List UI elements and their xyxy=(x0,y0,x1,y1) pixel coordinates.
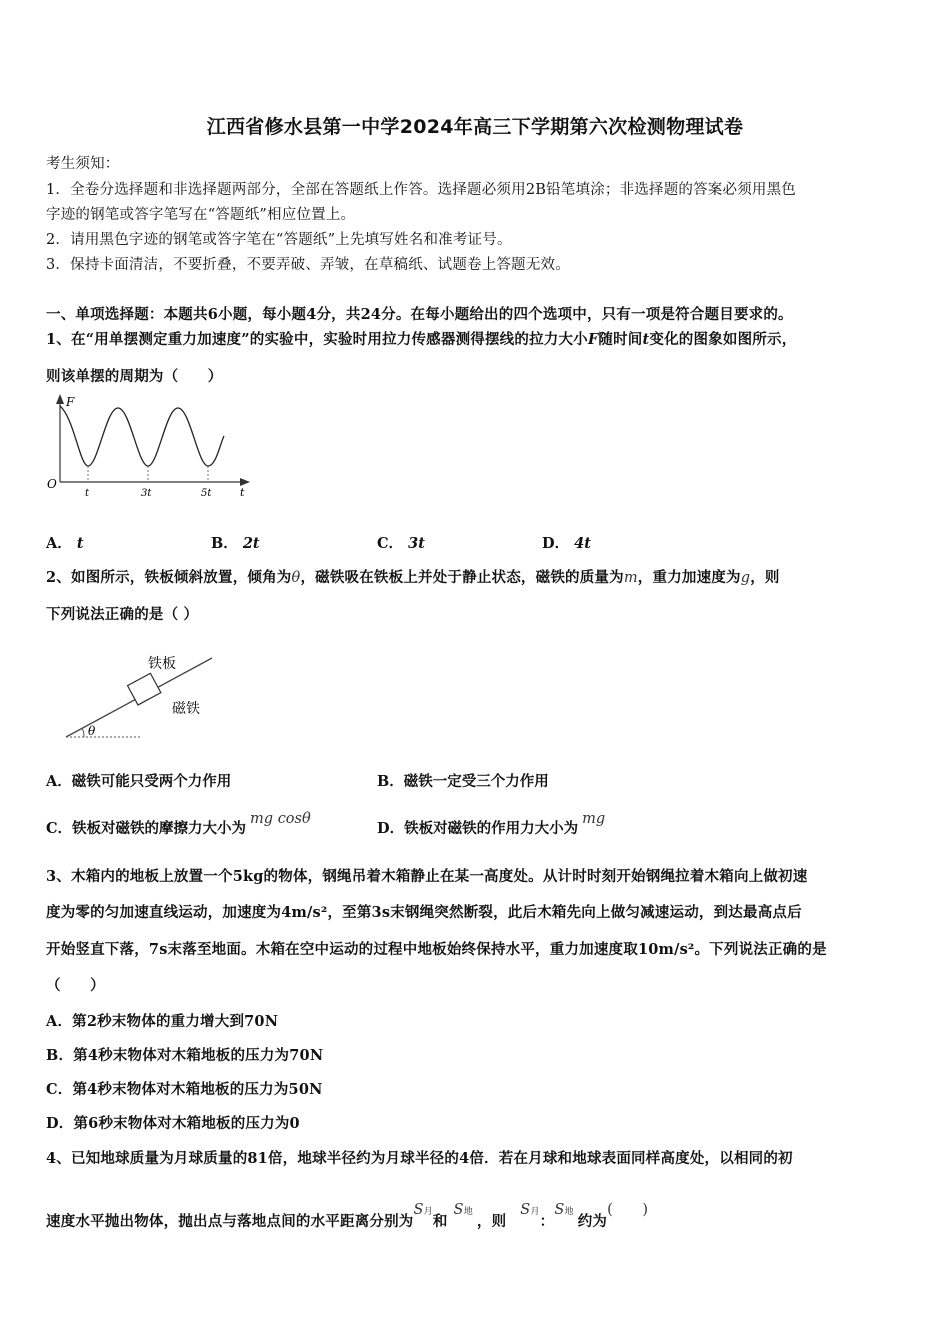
q4-then: ，则 xyxy=(476,1213,507,1230)
q2-option-d-math: mg xyxy=(582,811,606,827)
question-3-line-2: 度为零的匀加速直线运动，加速度为4m/s²，至第3s末钢绳突然断裂，此后木箱先向上做匀减速运动，到达最高点后 xyxy=(46,904,802,921)
q3-option-c[interactable]: C．第4秒末物体对木箱地板的压力为50N xyxy=(46,1081,323,1098)
q3-option-a[interactable]: A．第2秒末物体的重力增大到70N xyxy=(46,1013,279,1030)
q2-option-b-text: 磁铁一定受三个力作用 xyxy=(403,773,549,790)
q1-graph-x-label: t xyxy=(240,486,245,499)
q3-option-b[interactable]: B．第4秒末物体对木箱地板的压力为70N xyxy=(46,1047,324,1064)
q4-ratio-moon-symbol: S xyxy=(520,1202,531,1218)
q2-option-c[interactable] xyxy=(46,811,311,838)
notice-line-1: 1．全卷分选择题和非选择题两部分，全部在答题纸上作答。选择题必须用2B铅笔填涂；非选择题的答案必须用黑色 xyxy=(46,182,797,198)
question-3-line-3: 开始竖直下落，7s末落至地面。木箱在空中运动的过程中地板始终保持水平，重力加速度取10m/s²。下列说法正确的是 xyxy=(46,941,827,958)
q4-text-a: 速度水平抛出物体，抛出点与落地点间的水平距离分别为 xyxy=(46,1213,414,1230)
q1-option-c-value: 3t xyxy=(408,535,425,552)
q2-var-m: m xyxy=(623,570,638,586)
q4-s-moon-sub: 月 xyxy=(423,1207,433,1217)
q3-option-d[interactable]: D．第6秒末物体对木箱地板的压力为0 xyxy=(46,1115,300,1132)
notice-line-4: 3．保持卡面清洁，不要折叠，不要弄破、弄皱，在草稿纸、试题卷上答题无效。 xyxy=(46,257,570,273)
q1-graph-curve xyxy=(60,406,224,466)
q1-option-b-value: 2t xyxy=(242,535,260,552)
notice-line-2: 字迹的钢笔或答字笔写在“答题纸”相应位置上。 xyxy=(46,207,356,223)
q4-about: 约为 xyxy=(577,1213,608,1230)
q2-text-c: ，重力加速度为 xyxy=(637,569,741,586)
q2-angle-label: θ xyxy=(88,724,96,738)
question-2-line-2: 下列说法正确的是（ ） xyxy=(46,606,199,623)
q4-colon: ： xyxy=(539,1213,555,1230)
q4-ratio-earth-symbol: S xyxy=(554,1202,565,1218)
q2-magnet-label: 磁铁 xyxy=(172,701,200,717)
q2-incline-figure xyxy=(62,646,222,742)
q1-option-d-key: D． xyxy=(542,535,570,552)
q1-graph-x-arrow xyxy=(240,478,250,486)
question-3-line-4: （ ） xyxy=(46,977,105,994)
q4-s-moon-symbol: S xyxy=(413,1202,424,1218)
q4-ratio-earth-sub: 地 xyxy=(564,1207,574,1217)
q1-graph-y-label: F xyxy=(66,395,75,409)
notice-line-3: 2．请用黑色字迹的钢笔或答字笔在“答题纸”上先填写姓名和准考证号。 xyxy=(46,232,512,248)
q2-magnet-block xyxy=(128,673,161,705)
q1-option-b-key: B． xyxy=(211,535,238,552)
q1-option-c[interactable] xyxy=(377,532,425,553)
q2-option-d-key: D． xyxy=(377,820,405,837)
q4-s-earth-sub: 地 xyxy=(463,1207,473,1217)
q1-graph-tick-2: 3t xyxy=(141,488,152,499)
q4-and: 和 xyxy=(432,1213,448,1230)
q1-option-a-key: A． xyxy=(46,535,72,552)
q2-option-d-text: 铁板对磁铁的作用力大小为 xyxy=(404,820,579,837)
q1-force-time-graph xyxy=(44,392,254,504)
q1-text-c: 变化的图象如图所示， xyxy=(649,331,797,348)
q1-graph-y-arrow xyxy=(56,394,64,404)
question-4-line-1: 4、已知地球质量为月球质量的81倍，地球半径约为月球半径的4倍．若在月球和地球表面同样高度处，以相同的初 xyxy=(46,1150,793,1167)
question-1-line-1 xyxy=(46,328,796,349)
question-3-line-1: 3、木箱内的地板上放置一个5kg的物体，钢绳吊着木箱静止在某一高度处。从计时时刻开始钢绳拉着木箱向上做初速 xyxy=(46,868,808,885)
q1-graph-origin-label: O xyxy=(47,477,57,491)
q2-option-b-key: B． xyxy=(377,773,404,790)
question-1-line-2: 则该单摆的周期为（ ） xyxy=(46,368,223,385)
q2-option-c-math: mg cosθ xyxy=(250,811,311,827)
q2-angle-arc xyxy=(82,728,84,737)
q2-var-theta: θ xyxy=(291,570,301,586)
section-heading: 一、单项选择题：本题共6小题，每小题4分，共24分。在每小题给出的四个选项中，只有一项是符合题目要求的。 xyxy=(46,306,793,323)
q1-var-f: F xyxy=(587,331,599,348)
q2-text-a: 2、如图所示，铁板倾斜放置，倾角为 xyxy=(46,569,292,586)
q2-option-a-key: A． xyxy=(46,773,72,790)
question-4-line-2 xyxy=(46,1202,649,1231)
q1-graph-tick-1: t xyxy=(85,488,90,499)
q1-option-b[interactable] xyxy=(211,532,260,553)
q1-option-c-key: C． xyxy=(377,535,404,552)
q4-ratio-earth xyxy=(554,1202,573,1218)
q2-var-g: g xyxy=(740,570,751,586)
notice-heading: 考生须知： xyxy=(46,156,120,172)
q1-option-a[interactable] xyxy=(46,532,84,553)
q2-text-b: ，磁铁吸在铁板上并处于静止状态，磁铁的质量为 xyxy=(300,569,624,586)
q1-option-d-value: 4t xyxy=(574,535,591,552)
q4-s-earth xyxy=(454,1202,473,1218)
q4-s-moon xyxy=(414,1202,433,1218)
q4-answer-paren: ( ) xyxy=(607,1202,649,1218)
q2-option-d[interactable] xyxy=(377,811,606,838)
q4-s-earth-symbol: S xyxy=(453,1202,464,1218)
q2-option-c-key: C． xyxy=(46,820,73,837)
q1-graph-tick-3: 5t xyxy=(201,488,212,499)
q1-option-d[interactable] xyxy=(542,532,591,553)
q2-option-a[interactable] xyxy=(46,770,231,791)
q1-text-a: 1、在“用单摆测定重力加速度”的实验中，实验时用拉力传感器测得摆线的拉力大小 xyxy=(46,331,588,348)
q2-option-a-text: 磁铁可能只受两个力作用 xyxy=(71,773,232,790)
q1-var-t: t xyxy=(642,331,650,348)
q2-option-c-text: 铁板对磁铁的摩擦力大小为 xyxy=(72,820,247,837)
q1-option-a-value: t xyxy=(76,535,84,552)
q2-option-b[interactable] xyxy=(377,770,549,791)
q1-text-b: 随时间 xyxy=(598,331,643,348)
q4-ratio-moon xyxy=(520,1202,539,1218)
q2-text-d: ，则 xyxy=(750,569,780,586)
question-2-line-1 xyxy=(46,566,780,587)
q4-ratio-moon-sub: 月 xyxy=(530,1207,540,1217)
q2-plate-label: 铁板 xyxy=(148,656,176,672)
page-title: 江西省修水县第一中学2024年高三下学期第六次检测物理试卷 xyxy=(206,116,744,138)
